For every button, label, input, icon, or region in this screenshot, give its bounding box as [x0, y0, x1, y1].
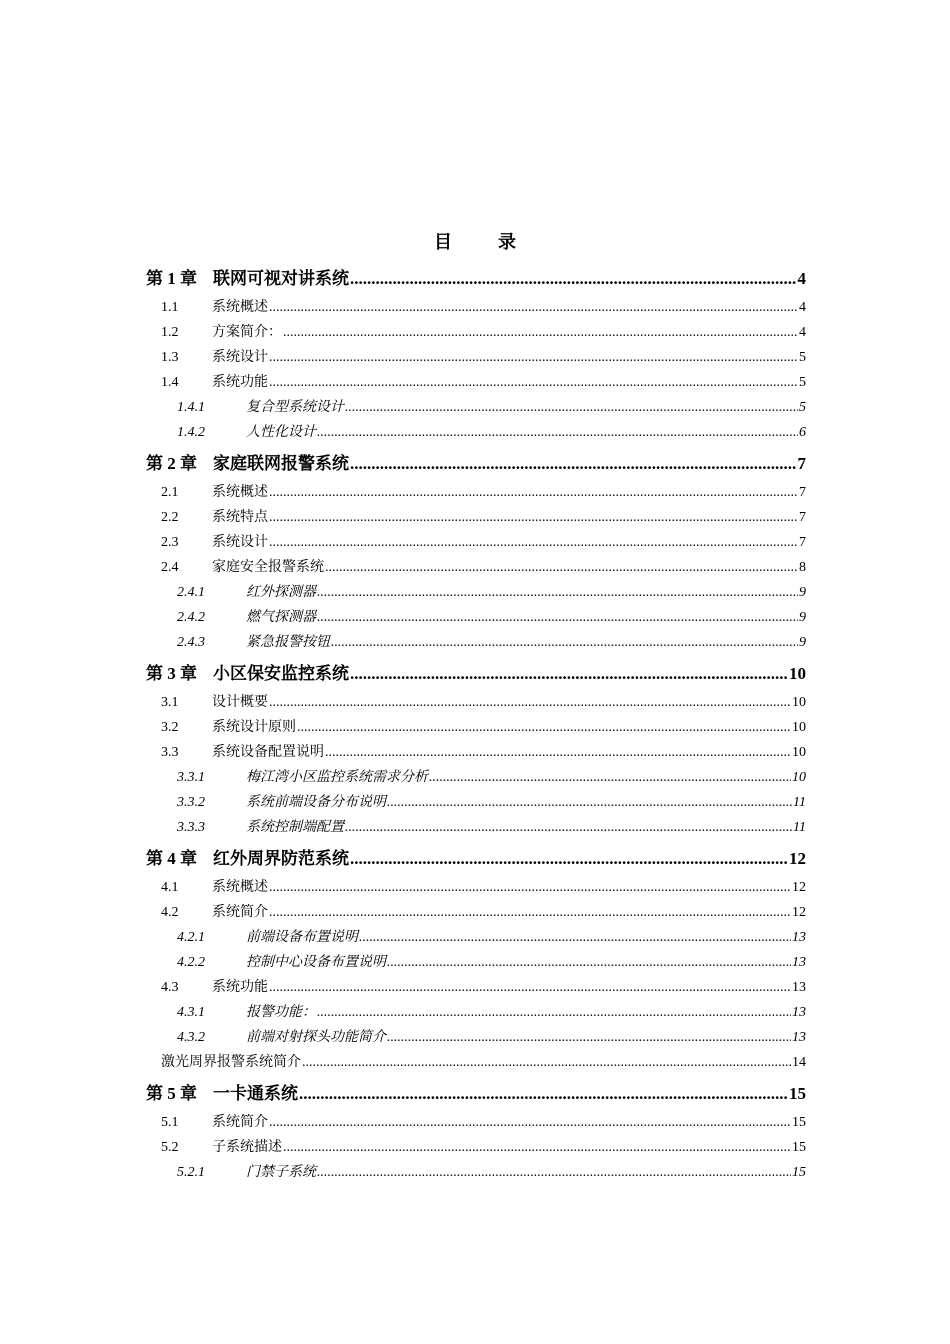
toc-entry[interactable]	[146, 263, 806, 295]
toc-entry-page: 7	[797, 454, 806, 473]
toc-entry-number: 第 3 章	[146, 664, 197, 683]
toc-entry-page: 7	[799, 510, 806, 525]
toc-entry-number: 5.1	[161, 1115, 179, 1130]
dot-leader	[269, 505, 798, 530]
toc-entry-number: 1.1	[161, 300, 179, 315]
toc-entry-title: 系统控制端配置	[246, 820, 344, 835]
toc-entry-title: 家庭联网报警系统	[213, 454, 349, 473]
toc-entry-title: 复合型系统设计	[246, 400, 344, 415]
toc-entry-title: 系统前端设备分布说明	[246, 795, 386, 810]
toc-entry[interactable]	[146, 320, 806, 345]
toc-entry-title: 前端设备布置说明	[246, 930, 358, 945]
toc-entry-number: 第 1 章	[146, 269, 197, 288]
toc-entry-title: 一卡通系统	[213, 1084, 298, 1103]
toc-entry-title: 红外周界防范系统	[213, 849, 349, 868]
toc-entry-page: 10	[792, 770, 806, 785]
toc-entry-page: 9	[799, 635, 806, 650]
toc-entry[interactable]	[146, 395, 806, 420]
toc-entry-page: 7	[799, 535, 806, 550]
toc-entry-page: 4	[797, 269, 806, 288]
toc-entry-title: 燃气探测器	[246, 610, 316, 625]
toc-entry[interactable]	[146, 580, 806, 605]
dot-leader	[269, 530, 798, 555]
toc-entry-number: 5.2	[161, 1140, 179, 1155]
dot-leader	[297, 715, 791, 740]
toc-entry-title: 系统简介	[212, 1115, 268, 1130]
toc-entry-title: 系统功能	[212, 980, 268, 995]
toc-entry-title: 系统概述	[212, 880, 268, 895]
toc-entry[interactable]	[146, 815, 806, 840]
toc-entry[interactable]	[146, 295, 806, 320]
toc-entry-title: 系统特点	[212, 510, 268, 525]
toc-entry-page: 10	[789, 664, 806, 683]
dot-leader	[387, 790, 792, 815]
toc-entry-number: 1.4	[161, 375, 179, 390]
dot-leader	[269, 345, 798, 370]
dot-leader	[331, 630, 798, 655]
dot-leader	[299, 1078, 788, 1110]
dot-leader	[325, 555, 798, 580]
toc-entry-page: 15	[789, 1084, 806, 1103]
toc-entry[interactable]	[146, 740, 806, 765]
toc-entry-page: 12	[792, 905, 806, 920]
toc-entry-number: 第 2 章	[146, 454, 197, 473]
toc-entry-page: 4	[799, 325, 806, 340]
toc-entry[interactable]	[146, 1078, 806, 1110]
dot-leader	[350, 263, 797, 295]
toc-entry-number: 3.3.1	[177, 770, 205, 785]
toc-entry-number: 3.3.2	[177, 795, 205, 810]
dot-leader	[283, 320, 798, 345]
toc-entry-title: 系统功能	[212, 375, 268, 390]
toc-entry-page: 5	[799, 350, 806, 365]
toc-entry-title: 紧急报警按钮	[246, 635, 330, 650]
toc-entry-page: 12	[792, 880, 806, 895]
toc-entry[interactable]	[146, 658, 806, 690]
toc-entry-number: 4.2.1	[177, 930, 205, 945]
toc-entry-title: 人性化设计	[246, 425, 316, 440]
toc-entry-page: 15	[792, 1115, 806, 1130]
dot-leader	[269, 900, 791, 925]
toc-entry[interactable]	[146, 505, 806, 530]
toc-entry-number: 3.2	[161, 720, 179, 735]
toc-entry-number: 3.1	[161, 695, 179, 710]
toc-entry-title: 设计概要	[212, 695, 268, 710]
toc-entry-page: 15	[792, 1140, 806, 1155]
toc-entry-page: 10	[792, 695, 806, 710]
toc-entry[interactable]	[146, 448, 806, 480]
toc-entry-page: 9	[799, 610, 806, 625]
toc-entry-title: 报警功能：	[246, 1005, 316, 1020]
toc-entry-page: 13	[792, 980, 806, 995]
toc-entry-title: 小区保安监控系统	[213, 664, 349, 683]
toc-entry-number: 1.2	[161, 325, 179, 340]
toc-entry-page: 12	[789, 849, 806, 868]
toc-entry-title: 前端对射探头功能简介	[246, 1030, 386, 1045]
toc-entry-page: 14	[792, 1055, 806, 1070]
dot-leader	[269, 875, 791, 900]
dot-leader	[269, 975, 791, 1000]
toc-entry-number: 1.3	[161, 350, 179, 365]
dot-leader	[317, 420, 798, 445]
dot-leader	[345, 395, 798, 420]
dot-leader	[302, 1050, 791, 1075]
toc-entry-number: 2.3	[161, 535, 179, 550]
toc-entry-number: 3.3.3	[177, 820, 205, 835]
toc-entry[interactable]	[146, 950, 806, 975]
toc-entry-number: 2.4.2	[177, 610, 205, 625]
toc-entry[interactable]	[146, 900, 806, 925]
toc-entry-title: 家庭安全报警系统	[212, 560, 324, 575]
toc-entry[interactable]	[146, 630, 806, 655]
toc-entry-number: 3.3	[161, 745, 179, 760]
dot-leader	[283, 1135, 791, 1160]
toc-entry-title: 方案简介：	[212, 325, 282, 340]
dot-leader	[269, 480, 798, 505]
toc-entry[interactable]	[146, 975, 806, 1000]
toc-entry[interactable]	[146, 1160, 806, 1185]
dot-leader	[387, 1025, 791, 1050]
toc-entry-number: 5.2.1	[177, 1165, 205, 1180]
toc-entry-page: 5	[799, 400, 806, 415]
toc-entry-title: 红外探测器	[246, 585, 316, 600]
dot-leader	[269, 1110, 791, 1135]
toc-entry-number: 2.1	[161, 485, 179, 500]
toc-entry[interactable]	[146, 1025, 806, 1050]
toc-entry-page: 6	[799, 425, 806, 440]
toc-entry-title: 系统简介	[212, 905, 268, 920]
dot-leader	[269, 370, 798, 395]
toc-entry[interactable]	[146, 715, 806, 740]
toc-entry[interactable]	[146, 530, 806, 555]
toc-entry-page: 13	[792, 955, 806, 970]
toc-entry-number: 第 5 章	[146, 1084, 197, 1103]
toc-entry-title: 系统设备配置说明	[212, 745, 324, 760]
toc-entry-title: 系统设计原则	[212, 720, 296, 735]
toc-entry-number: 4.3.2	[177, 1030, 205, 1045]
toc-entry-title: 子系统描述	[212, 1140, 282, 1155]
toc-entry-title: 梅江湾小区监控系统需求分析	[246, 770, 428, 785]
toc-entry-title: 联网可视对讲系统	[213, 269, 349, 288]
dot-leader	[325, 740, 791, 765]
dot-leader	[317, 1000, 791, 1025]
dot-leader	[350, 658, 788, 690]
toc-entry-number: 4.3	[161, 980, 179, 995]
dot-leader	[387, 950, 791, 975]
toc-title: 目 录	[434, 232, 530, 252]
dot-leader	[359, 925, 791, 950]
toc-entry-number: 2.4.3	[177, 635, 205, 650]
toc-entry-page: 10	[792, 745, 806, 760]
toc-entry-page: 13	[792, 1005, 806, 1020]
toc-entry[interactable]	[146, 345, 806, 370]
toc-entry-page: 13	[792, 1030, 806, 1045]
toc-entry-page: 11	[793, 795, 806, 810]
toc-entry-title: 系统概述	[212, 300, 268, 315]
dot-leader	[317, 580, 798, 605]
dot-leader	[317, 1160, 791, 1185]
toc-entry[interactable]	[146, 843, 806, 875]
toc-entry-number: 2.4	[161, 560, 179, 575]
toc-entry-title: 系统设计	[212, 350, 268, 365]
dot-leader	[350, 843, 788, 875]
toc-entry-page: 13	[792, 930, 806, 945]
toc-entry[interactable]	[146, 420, 806, 445]
toc-entry-page: 8	[799, 560, 806, 575]
toc-entry[interactable]	[146, 370, 806, 395]
toc-entry-page: 11	[793, 820, 806, 835]
dot-leader	[269, 690, 791, 715]
toc-entry[interactable]	[146, 765, 806, 790]
toc-entry-page: 15	[792, 1165, 806, 1180]
toc-entry[interactable]	[146, 555, 806, 580]
toc-entry[interactable]	[146, 1000, 806, 1025]
toc-entry-title: 激光周界报警系统简介	[161, 1055, 301, 1070]
toc-entry-number: 1.4.2	[177, 425, 205, 440]
toc-entry-number: 2.2	[161, 510, 179, 525]
toc-entry[interactable]	[146, 875, 806, 900]
toc-entry[interactable]	[146, 690, 806, 715]
toc-entry-number: 4.2.2	[177, 955, 205, 970]
toc-entry[interactable]	[146, 605, 806, 630]
dot-leader	[345, 815, 792, 840]
toc-entry-title: 门禁子系统	[246, 1165, 316, 1180]
toc-entry-number: 2.4.1	[177, 585, 205, 600]
toc-entry-page: 4	[799, 300, 806, 315]
toc-entry-number: 1.4.1	[177, 400, 205, 415]
dot-leader	[317, 605, 798, 630]
toc-entry-number: 4.2	[161, 905, 179, 920]
toc-entry[interactable]	[146, 790, 806, 815]
dot-leader	[269, 295, 798, 320]
dot-leader	[350, 448, 797, 480]
toc-entry-page: 9	[799, 585, 806, 600]
toc-entry[interactable]	[146, 925, 806, 950]
toc-entry-page: 7	[799, 485, 806, 500]
toc-entry[interactable]	[146, 1050, 806, 1075]
toc-entry-page: 5	[799, 375, 806, 390]
toc-entry[interactable]	[146, 1135, 806, 1160]
dot-leader	[429, 765, 791, 790]
table-of-contents	[146, 260, 806, 1185]
toc-entry-title: 系统设计	[212, 535, 268, 550]
toc-entry-number: 4.3.1	[177, 1005, 205, 1020]
toc-entry-title: 控制中心设备布置说明	[246, 955, 386, 970]
toc-entry-number: 第 4 章	[146, 849, 197, 868]
toc-entry-number: 4.1	[161, 880, 179, 895]
toc-entry-page: 10	[792, 720, 806, 735]
toc-entry-title: 系统概述	[212, 485, 268, 500]
toc-entry[interactable]	[146, 1110, 806, 1135]
toc-entry[interactable]	[146, 480, 806, 505]
